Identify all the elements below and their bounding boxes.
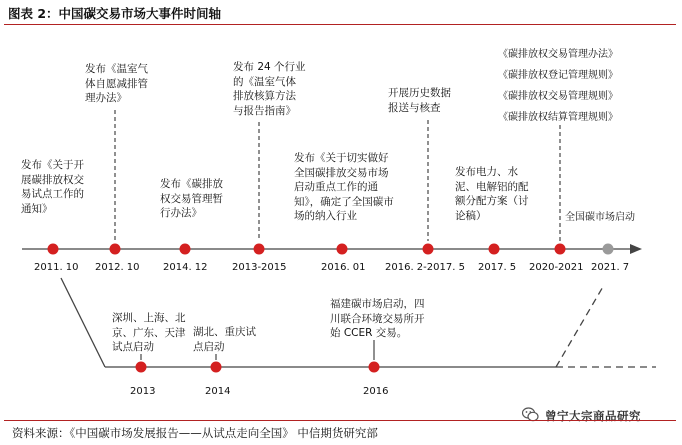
year-label: 2012. 10 [95, 262, 140, 273]
pilot-dot-2013 [136, 362, 147, 373]
event-dot-2013-2015 [254, 244, 265, 255]
year-label: 2017. 5 [478, 262, 517, 273]
event-text-2013-2015: 发布 24 个行业 的《温室气体 排放核算方法 与报告指南》 [233, 61, 306, 117]
pilot-text-2016: 福建碳市场启动，四 川联合环境交易所开 始 CCER 交易。 [330, 298, 425, 339]
event-text-2016-2017: 开展历史数据 报送与核查 [388, 87, 451, 114]
year-label: 2013-2015 [232, 262, 287, 273]
year-label: 2016. 01 [321, 262, 366, 273]
year-label: 2011. 10 [34, 262, 79, 273]
event-dot-2021-7 [603, 244, 614, 255]
watermark-text: 曾宁大宗商品研究 [545, 409, 641, 423]
event-text-2017-5: 发布电力、水 泥、电解铝的配 额分配方案（讨 论稿） [455, 166, 529, 222]
pilot-branch-right [556, 285, 604, 367]
event-text-2011: 发布《关于开 展碳排放权交 易试点工作的 通知》 [21, 159, 84, 215]
pilot-text-2014: 湖北、重庆试 点启动 [193, 326, 256, 353]
year-label: 2016. 2-2017. 5 [385, 262, 465, 273]
event-dot-2017-5 [489, 244, 500, 255]
event-text-2012: 发布《温室气 体自愿减排管 理办法》 [85, 63, 148, 104]
event-dot-2011 [48, 244, 59, 255]
pilot-year-label: 2013 [130, 386, 156, 397]
event-text-2014: 发布《碳排放 权交易管理暂 行办法》 [160, 178, 223, 219]
event-text-2016-01: 发布《关于切实做好 全国碳排放交易市场 启动重点工作的通 知》，确定了全国碳市 场的纳入行业 [294, 152, 394, 222]
year-label: 2020-2021 [529, 262, 584, 273]
year-label: 2021. 7 [591, 262, 630, 273]
main-timeline-arrowhead [630, 244, 642, 254]
pilot-year-label: 2014 [205, 386, 231, 397]
source-note: 资料来源：《中国碳市场发展报告——从试点走向全国》 中信期货研究部 [12, 426, 378, 440]
event-dot-2012 [110, 244, 121, 255]
event-dot-2016-01 [337, 244, 348, 255]
footer-divider [4, 420, 676, 421]
pilot-dot-2016 [369, 362, 380, 373]
year-label: 2014. 12 [163, 262, 208, 273]
pilot-year-label: 2016 [363, 386, 389, 397]
pilot-dot-2014 [211, 362, 222, 373]
pilot-branch-left [61, 278, 105, 367]
event-text-2021-7: 全国碳市场启动 [565, 212, 635, 223]
figure-title: 图表 2：中国碳交易市场大事件时间轴 [8, 6, 222, 21]
event-text-2020-2021: 《碳排放权交易管理办法》 《碳排放权登记管理规则》 《碳排放权交易管理规则》 《碳排放权结算管理规则》 [498, 49, 618, 123]
event-dot-2016-2017 [423, 244, 434, 255]
pilot-text-2013: 深圳、上海、北 京、广东、天津 试点启动 [112, 312, 186, 353]
event-dot-2014 [180, 244, 191, 255]
event-dot-2020-2021 [555, 244, 566, 255]
